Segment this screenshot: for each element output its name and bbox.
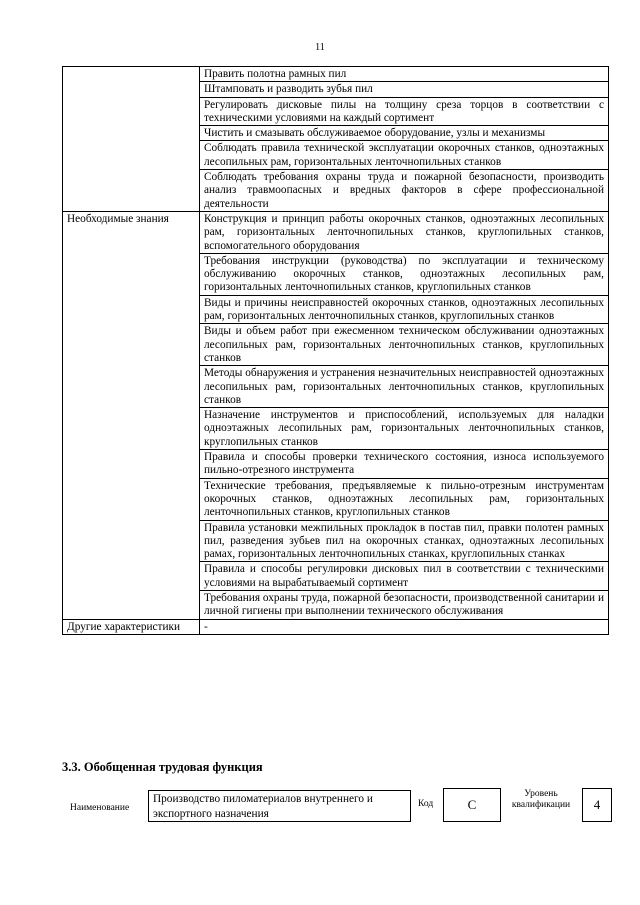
knowledge-cell: Требования охраны труда, пожарной безопасности, производственной санитарии и личной гигиены при выполнении технического обслуживания — [200, 590, 609, 619]
knowledge-cell: Конструкция и принцип работы окорочных станков, одноэтажных лесопильных рам, горизонтальных ленточнопильных станков, круглопильных станков, вспомогательного оборудования — [200, 211, 609, 253]
knowledge-cell: Технические требования, предъявляемые к пильно-отрезным инструментам окорочных станков, одноэтажных лесопильных рам, горизонтальных ленточнопильных станков, круглопильных станков — [200, 478, 609, 520]
knowledge-cell: Правила и способы проверки технического состояния, износа используемого пильно-отрезного инструмента — [200, 450, 609, 479]
table-row — [63, 619, 609, 634]
required-knowledge-label: Необходимые знания — [63, 211, 200, 619]
level-field: 4 — [582, 788, 612, 822]
skill-cell: Штамповать и разводить зубья пил — [200, 82, 609, 97]
skill-cell: Регулировать дисковые пилы на толщину среза торцов в соответствии с техническими условиями на каждый сортимент — [200, 97, 609, 126]
knowledge-cell: Правила и способы регулировки дисковых пил в соответствии с техническими условиями на вырабатываемый сортимент — [200, 562, 609, 591]
labor-function-table — [62, 66, 609, 635]
skill-cell: Соблюдать требования охраны труда и пожарной безопасности, производить анализ травмоопасных и вредных факторов в сфере профессиональной деятельности — [200, 170, 609, 212]
knowledge-cell: Виды и причины неисправностей окорочных станков, одноэтажных лесопильных рам, горизонтальных ленточнопильных станков, круглопильных станков — [200, 295, 609, 324]
table-row — [63, 67, 609, 82]
generalized-function-row — [0, 786, 640, 826]
code-label: Код — [418, 799, 434, 809]
name-label: Наименование — [70, 803, 130, 813]
section-heading: 3.3. Обобщенная трудовая функция — [62, 760, 263, 774]
table-row — [63, 211, 609, 253]
skill-cell: Править полотна рамных пил — [200, 67, 609, 82]
knowledge-cell: Требования инструкции (руководства) по эксплуатации и техническому обслуживанию окорочных станков, одноэтажных лесопильных рам, горизонтальных ленточнопильных станков, круглопильных станков — [200, 253, 609, 295]
skill-cell: Чистить и смазывать обслуживаемое оборудование, узлы и механизмы — [200, 126, 609, 141]
knowledge-cell: Виды и объем работ при ежесменном техническом обслуживании одноэтажных лесопильных рам, горизонтальных ленточнопильных станков, круглопильных станков — [200, 324, 609, 366]
knowledge-cell: Методы обнаружения и устранения незначительных неисправностей одноэтажных лесопильных рам, горизонтальных ленточнопильных станков, круглопильных станков — [200, 366, 609, 408]
knowledge-cell: Правила установки межпильных прокладок в постав пил, правки полотен рамных пил, разведения зубьев пил на окорочных станках, одноэтажных лесопильных рамах, горизонтальных ленточнопильных станках, круглопильных станках — [200, 520, 609, 562]
page-number: 11 — [315, 42, 325, 53]
level-label: Уровень квалификации — [511, 789, 571, 810]
other-characteristics-label: Другие характеристики — [63, 619, 200, 634]
skill-cell: Соблюдать правила технической эксплуатации окорочных станков, одноэтажных лесопильных рам, горизонтальных ленточнопильных станков — [200, 141, 609, 170]
other-characteristics-cell: - — [200, 619, 609, 634]
code-field: C — [443, 788, 501, 822]
knowledge-cell: Назначение инструментов и приспособлений, используемых для наладки одноэтажных лесопильных рам, горизонтальных ленточнопильных станков, круглопильных станков — [200, 408, 609, 450]
row-label — [63, 67, 200, 212]
name-field: Производство пиломатериалов внутреннего и экспортного назначения — [148, 790, 411, 822]
